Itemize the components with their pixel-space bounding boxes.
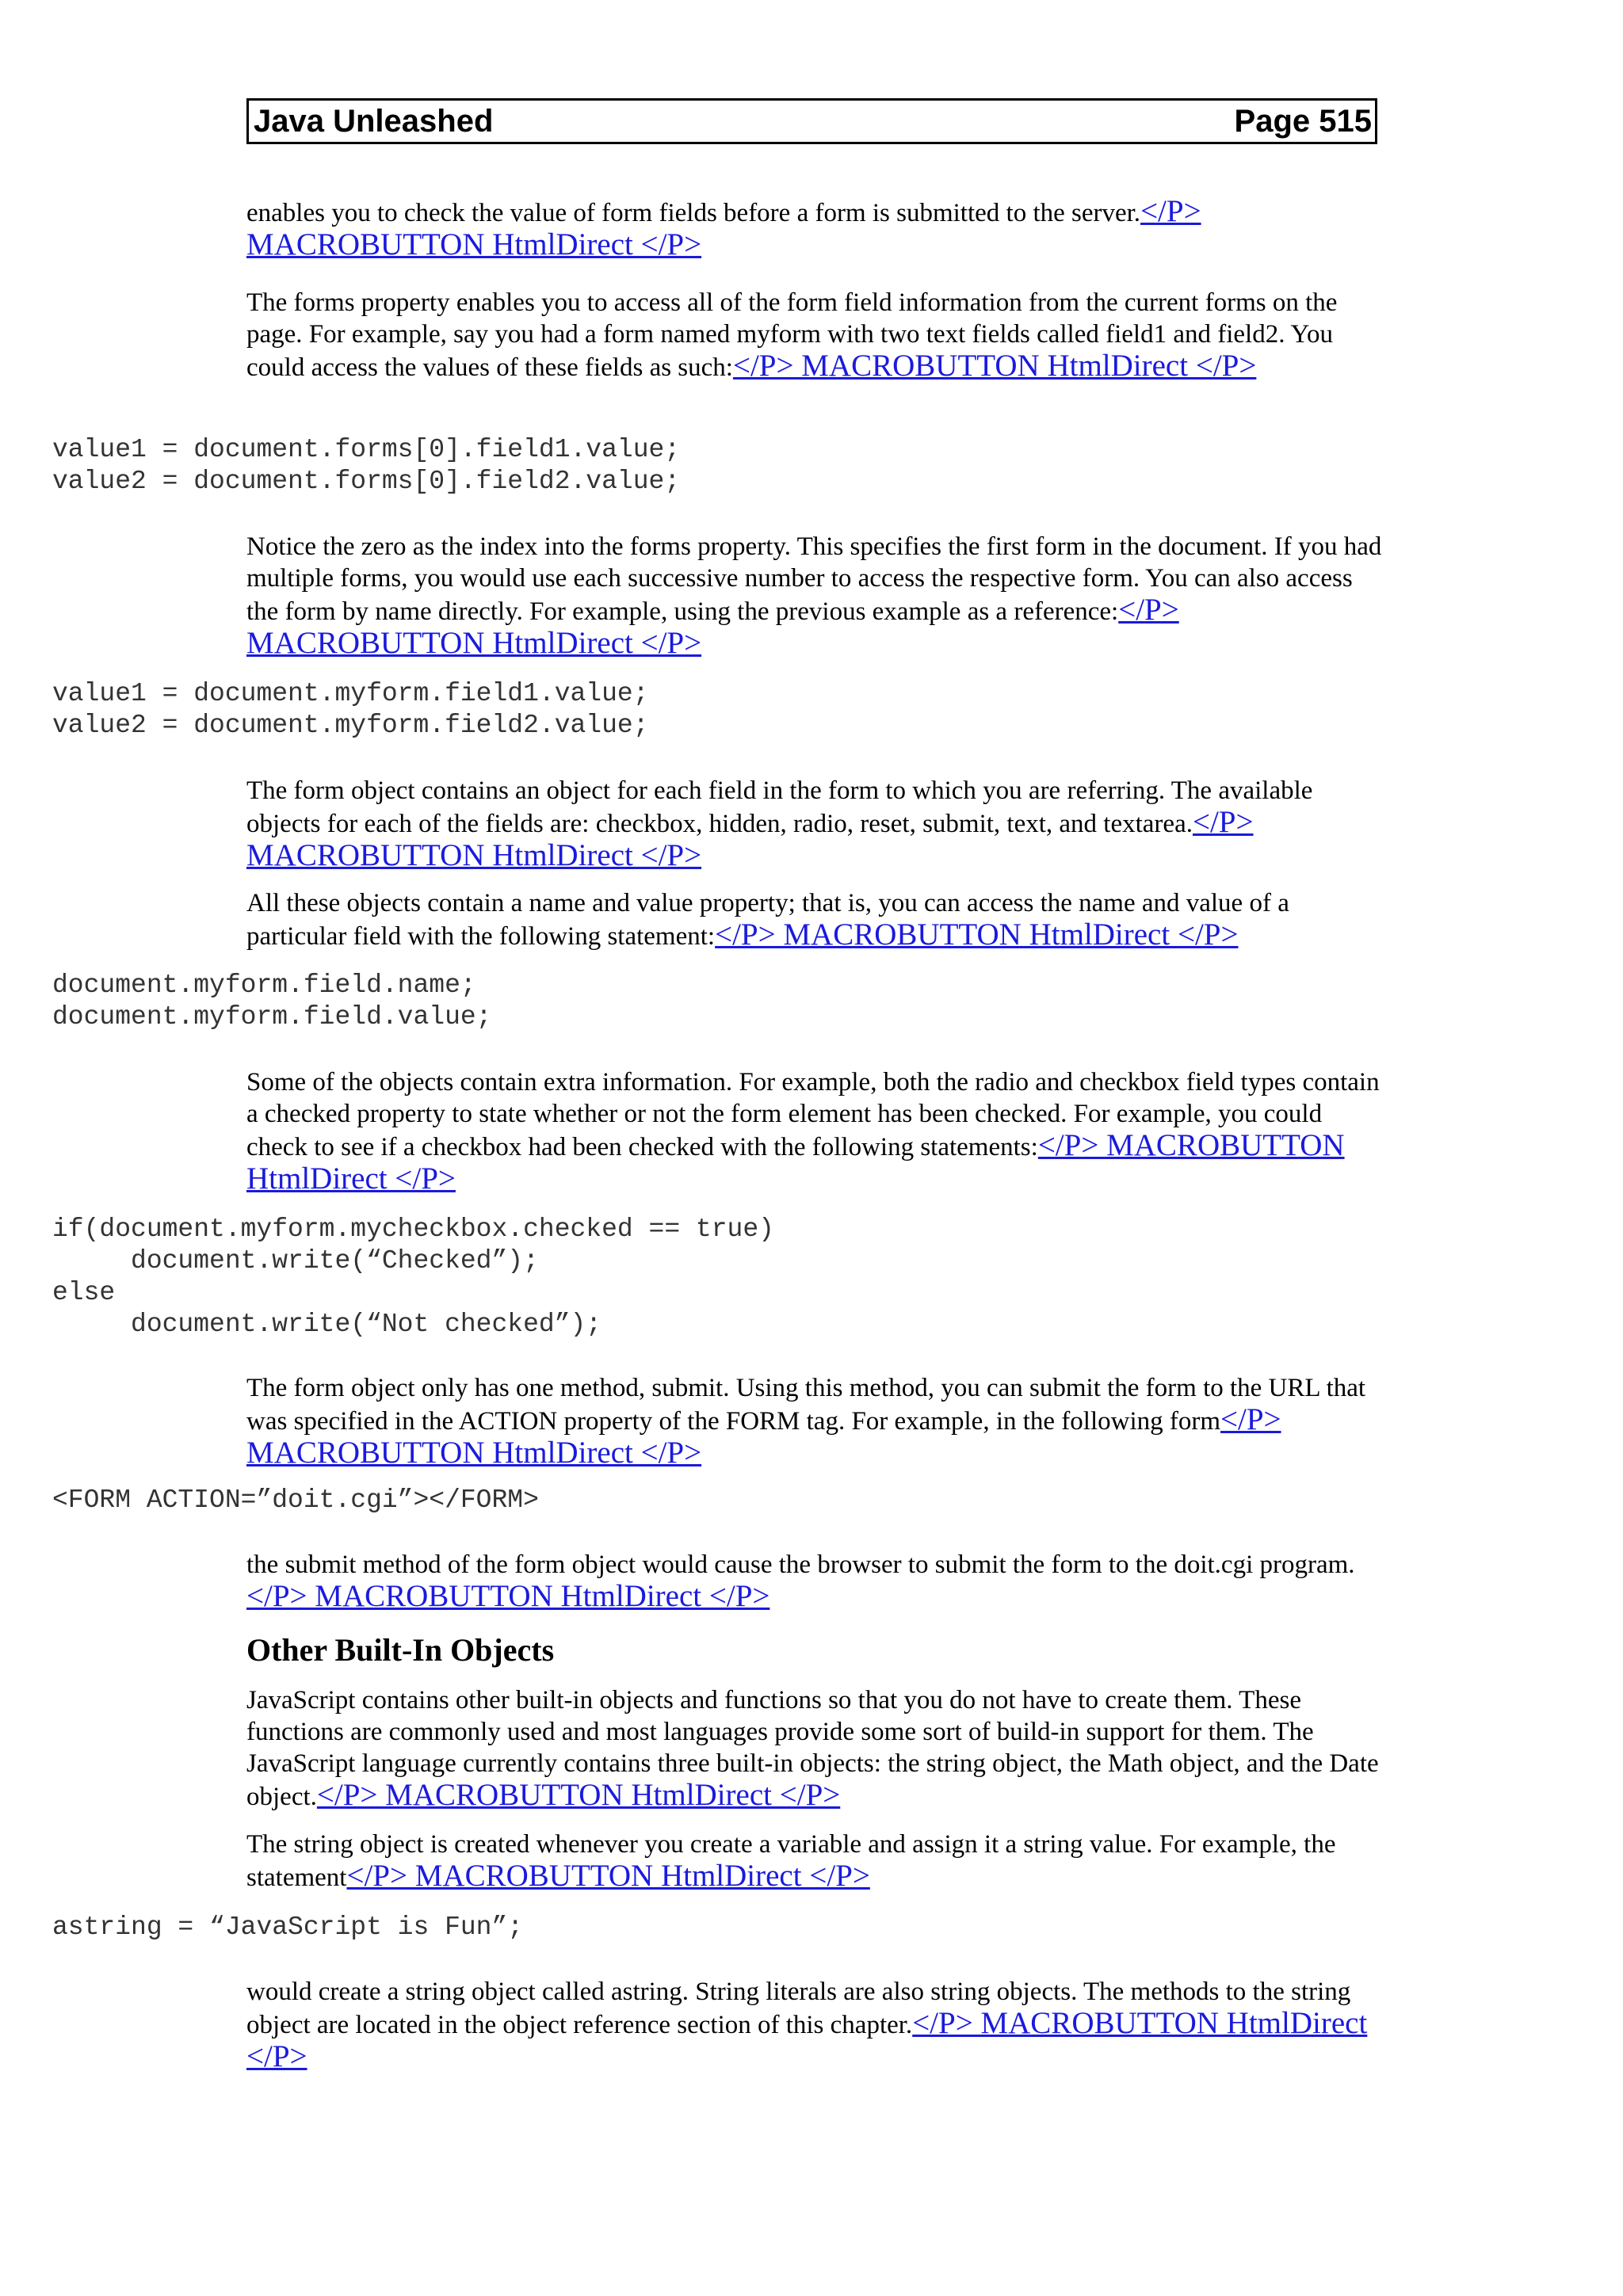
paragraph: The form object only has one method, submit. Using this method, you can submit the form to the URL that was specified in the ACTION property of the FORM tag. For example, in the following form</P> MACROBUTTON HtmlDirect </P> xyxy=(246,1374,1366,1470)
paragraph: Notice the zero as the index into the forms property. This specifies the first form in the document. If you had multiple forms, you would use each successive number to access the respective form. You can also access the form by name directly. For example, using the previous example as a reference:</P> MACROBUTTON HtmlDirect </P> xyxy=(246,532,1382,660)
html-direct-link[interactable]: </P> MACROBUTTON HtmlDirect </P> xyxy=(246,593,1179,660)
html-direct-link[interactable]: </P> MACROBUTTON HtmlDirect </P> xyxy=(246,805,1254,872)
paragraph: the submit method of the form object would cause the browser to submit the form to the doit.cgi program.</P> MACROBUTTON HtmlDirect </P> xyxy=(246,1550,1355,1613)
html-direct-link[interactable]: </P> MACROBUTTON HtmlDirect </P> xyxy=(316,1778,841,1812)
page-number: Page 515 xyxy=(1234,103,1372,139)
html-direct-link[interactable]: </P> MACROBUTTON HtmlDirect </P> xyxy=(715,917,1239,952)
html-direct-link[interactable]: </P> MACROBUTTON HtmlDirect </P> xyxy=(246,1579,770,1613)
code-block: <FORM ACTION=”doit.cgi”></FORM> xyxy=(52,1486,539,1515)
paragraph: would create a string object called astring. String literals are also string objects. The methods to the string object are located in the object reference section of this chapter.</P> MACROBUTTON HtmlDirect </P> xyxy=(246,1978,1368,2073)
paragraph: enables you to check the value of form fields before a form is submitted to the server.</P> MACROBUTTON HtmlDirect </P> xyxy=(246,194,1201,261)
html-direct-link[interactable]: </P> MACROBUTTON HtmlDirect </P> xyxy=(246,1402,1281,1470)
paragraph: All these objects contain a name and value property; that is, you can access the name and value of a particular field with the following statement:</P> MACROBUTTON HtmlDirect </P> xyxy=(246,889,1289,952)
code-block: value1 = document.forms[0].field1.value; value2 = document.forms[0].field2.value; xyxy=(52,435,681,496)
code-block: value1 = document.myform.field1.value; value2 = document.myform.field2.value; xyxy=(52,679,649,740)
html-direct-link[interactable]: </P> MACROBUTTON HtmlDirect </P> xyxy=(346,1859,870,1893)
page-header xyxy=(246,98,1377,144)
paragraph: The form object contains an object for each field in the form to which you are referring. The available objects for each of the fields are: checkbox, hidden, radio, reset, submit, text, and textarea.</P> MACROBUTTON HtmlDirect </P> xyxy=(246,776,1313,872)
paragraph: The string object is created whenever you create a variable and assign it a string value. For example, the statement</P> MACROBUTTON HtmlDirect </P> xyxy=(246,1830,1336,1893)
html-direct-link[interactable]: </P> MACROBUTTON HtmlDirect </P> xyxy=(246,1128,1345,1196)
html-direct-link[interactable]: </P> MACROBUTTON HtmlDirect </P> xyxy=(246,194,1201,261)
code-block: astring = “JavaScript is Fun”; xyxy=(52,1913,524,1942)
paragraph: JavaScript contains other built-in objects and functions so that you do not have to create them. These functions are commonly used and most languages provide some sort of build-in support for them. The JavaScript language currently contains three built-in objects: the string object, the Math object, and the Date object.</P> MACROBUTTON HtmlDirect </P> xyxy=(246,1686,1379,1812)
paragraph: The forms property enables you to access all of the form field information from the current forms on the page. For example, say you had a form named myform with two text fields called field1 and field2. You could access the values of these fields as such:</P> MACROBUTTON HtmlDirect </P> xyxy=(246,288,1338,383)
paragraph: Some of the objects contain extra information. For example, both the radio and checkbox field types contain a checked property to state whether or not the form element has been checked. For example, you could check to see if a checkbox had been checked with the following statements:</P> MACROBUTTON HtmlDirect </P> xyxy=(246,1068,1380,1196)
code-block: document.myform.field.name; document.myform.field.value; xyxy=(52,971,492,1032)
code-block: if(document.myform.mycheckbox.checked == true) document.write(“Checked”); else document.write(“Not checked”); xyxy=(52,1215,774,1339)
book-title: Java Unleashed xyxy=(254,103,494,139)
html-direct-link[interactable]: </P> MACROBUTTON HtmlDirect </P> xyxy=(246,2006,1368,2073)
html-direct-link[interactable]: </P> MACROBUTTON HtmlDirect </P> xyxy=(732,349,1257,383)
section-heading: Other Built-In Objects xyxy=(246,1632,555,1668)
